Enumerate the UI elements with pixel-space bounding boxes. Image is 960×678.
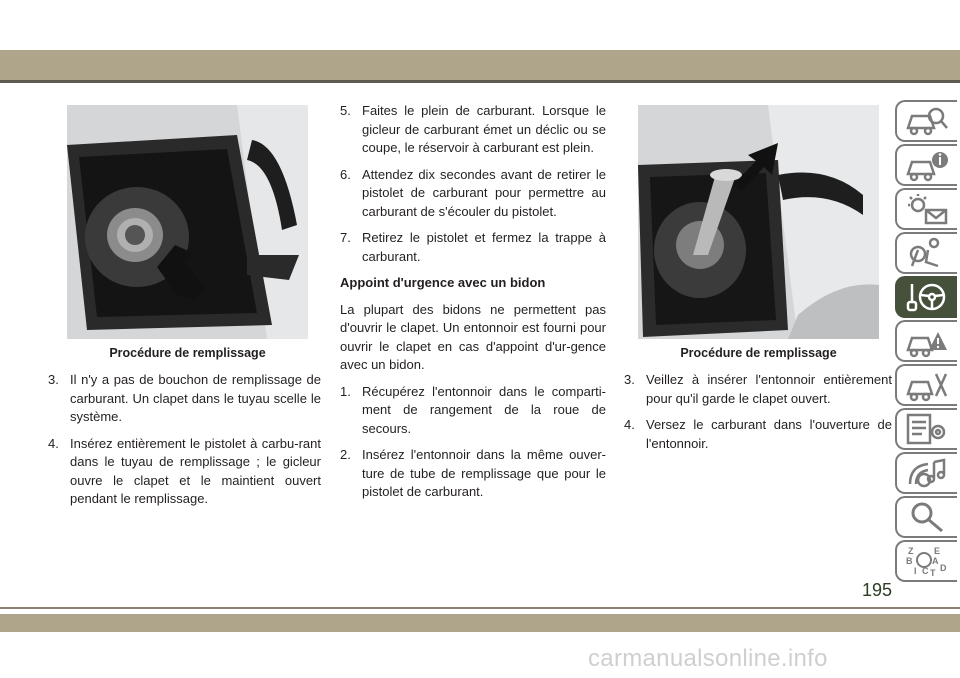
- index-letter: T: [930, 568, 936, 578]
- index-letter: C: [922, 566, 929, 576]
- footer-rule: [0, 607, 960, 609]
- tab-starting-operating[interactable]: [895, 276, 957, 318]
- steering-wheel-key-icon: [904, 280, 950, 314]
- tab-getting-to-know-vehicle[interactable]: [895, 100, 957, 142]
- list-text: Insérez entièrement le pistolet à carbu-rant dans le tuyau de remplissage ; le gicleur ouvre le clapet et le maintient ouvert pendant le remplissage.: [70, 435, 321, 506]
- tab-index[interactable]: [895, 540, 957, 582]
- list-item: [340, 383, 606, 439]
- list-item: [48, 435, 321, 509]
- warning-light-message-icon: [904, 192, 950, 226]
- list-item: [48, 371, 321, 427]
- tab-servicing-maintenance[interactable]: [895, 364, 957, 406]
- car-info-icon: [904, 148, 950, 182]
- list-item: [340, 229, 606, 266]
- list-text: Versez le carburant dans l'ouverture de l'entonnoir.: [646, 417, 892, 451]
- figure-caption-left: Procédure de remplissage: [109, 346, 266, 360]
- list-number: 3.: [48, 372, 59, 387]
- list-item: [624, 416, 892, 453]
- list-item: [340, 166, 606, 222]
- multimedia-icon: [904, 456, 950, 490]
- tab-multimedia[interactable]: [895, 452, 957, 494]
- footer-band: [0, 614, 960, 632]
- list-item: [340, 102, 606, 158]
- magnifier-icon: [904, 500, 950, 534]
- car-hazard-icon: [904, 324, 950, 358]
- list-number: 3.: [624, 372, 635, 387]
- car-search-icon: [904, 104, 950, 138]
- list-number: 4.: [624, 417, 635, 432]
- car-tools-icon: [904, 368, 950, 402]
- header-band: [0, 50, 960, 80]
- list-item: [624, 371, 892, 408]
- index-letter: A: [932, 556, 939, 566]
- list-text: Récupérez l'entonnoir dans le comparti-ment de rangement de la roue de secours.: [362, 383, 606, 436]
- fuel-filler-photo-left: [67, 105, 308, 339]
- list-gear-icon: [904, 412, 950, 446]
- text-column-2: [340, 102, 606, 510]
- funnel-photo-right: [638, 105, 879, 339]
- list-text: Attendez dix secondes avant de retirer le pistolet de carburant pour permettre au carburant de s'écouler du pistolet.: [362, 166, 606, 219]
- list-number: 4.: [48, 435, 59, 451]
- header-band-rule: [0, 80, 960, 83]
- list-text: Faites le plein de carburant. Lorsque le gicleur de carburant émet un déclic ou se coupe, le réservoir à carburant est plein.: [362, 103, 606, 155]
- list-text: Il n'y a pas de bouchon de remplissage de carburant. Un clapet dans le tuyau scelle le système.: [70, 372, 321, 424]
- airbag-seat-icon: [904, 236, 950, 270]
- section-subheading: Appoint d'urgence avec un bidon: [340, 275, 546, 290]
- index-letter: B: [906, 556, 913, 566]
- list-item: [340, 446, 606, 502]
- list-text: Retirez le pistolet et fermez la trappe à carburant.: [362, 230, 606, 264]
- watermark: carmanualsonline.info: [588, 645, 828, 672]
- page-number: 195: [862, 580, 893, 600]
- tab-warning-lights[interactable]: [895, 188, 957, 230]
- alphabet-index-icon: [904, 544, 950, 578]
- index-letter: D: [940, 563, 947, 573]
- list-number: 5.: [340, 103, 351, 118]
- tab-customer-assistance[interactable]: [895, 496, 957, 538]
- figure-caption-right: Procédure de remplissage: [680, 346, 837, 360]
- chapter-tabs: [895, 100, 960, 584]
- body-paragraph: La plupart des bidons ne permettent pas d'ouvrir le clapet. Un entonnoir est fourni pour ouvrir le clapet en cas d'appoint d'ur-gence avec un bidon.: [340, 301, 606, 372]
- list-text: Veillez à insérer l'entonnoir entièrement pour qu'il garde le clapet ouvert.: [646, 372, 892, 406]
- list-number: 7.: [340, 230, 351, 245]
- text-column-3: [624, 371, 892, 461]
- list-number: 2.: [340, 447, 351, 462]
- tab-technical-specifications[interactable]: [895, 408, 957, 450]
- tab-safety[interactable]: [895, 232, 957, 274]
- text-column-1: [48, 371, 321, 517]
- index-letter: Z: [908, 546, 914, 556]
- list-text: Insérez l'entonnoir dans la même ouver-ture de tube de remplissage que pour le pistolet de carburant.: [362, 447, 606, 499]
- index-letter: I: [914, 566, 917, 576]
- tab-in-case-of-emergency[interactable]: [895, 320, 957, 362]
- list-number: 1.: [340, 383, 351, 399]
- index-letter: E: [934, 546, 941, 556]
- tab-dashboard-info[interactable]: [895, 144, 957, 186]
- list-number: 6.: [340, 166, 351, 182]
